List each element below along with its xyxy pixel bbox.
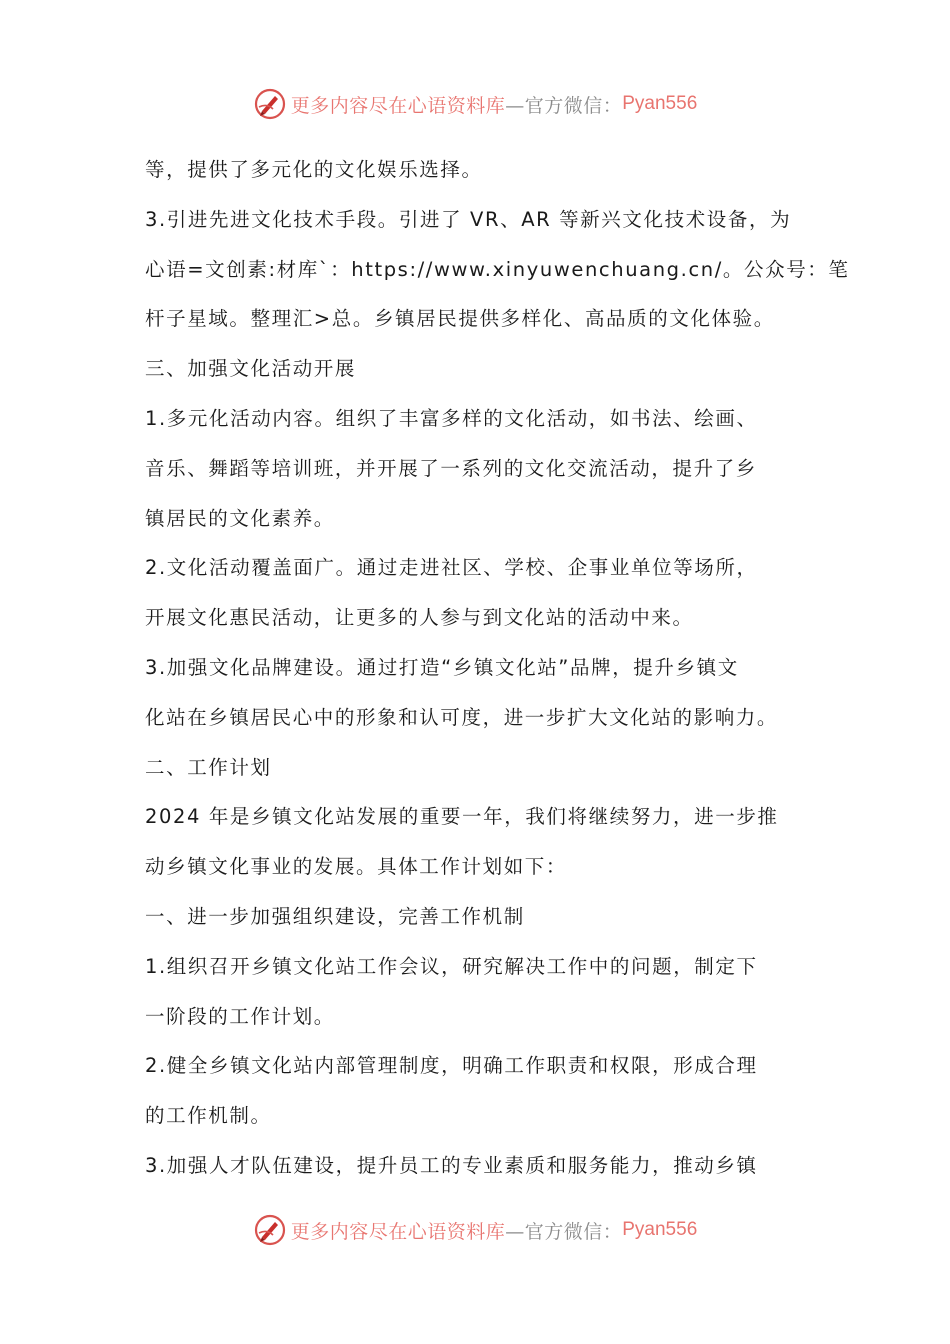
- text-line: 杆子星域。整理汇>总。乡镇居民提供多样化、高品质的文化体验。: [145, 307, 775, 331]
- text-line: 动乡镇文化事业的发展。具体工作计划如下：: [145, 855, 568, 879]
- text-line: 化站在乡镇居民心中的形象和认可度，进一步扩大文化站的影响力。: [145, 705, 779, 729]
- text-line: 开展文化惠民活动，让更多的人参与到文化站的活动中来。: [145, 606, 694, 630]
- text-line: 的工作机制。: [145, 1104, 272, 1128]
- section-heading: 一、进一步加强组织建设，完善工作机制: [145, 904, 525, 928]
- text-line: 3.加强文化品牌建设。通过打造“乡镇文化站”品牌，提升乡镇文: [145, 655, 739, 679]
- section-heading: 三、加强文化活动开展: [145, 357, 357, 381]
- text-line: 1.组织召开乡镇文化站工作会议，研究解决工作中的问题，制定下: [145, 954, 758, 978]
- header-watermark: [0, 82, 950, 126]
- pen-logo-icon: [253, 1213, 287, 1247]
- footer-watermark: [0, 1208, 950, 1252]
- text-line: 2.健全乡镇文化站内部管理制度，明确工作职责和权限，形成合理: [145, 1054, 758, 1078]
- watermark-text-id: Pyan556: [622, 93, 698, 114]
- text-line: 等，提供了多元化的文化娱乐选择。: [145, 158, 483, 181]
- document-body: [145, 145, 850, 1191]
- text-line: 音乐、舞蹈等培训班，并开展了一系列的文化交流活动，提升了乡: [145, 456, 757, 480]
- watermark-text-main: 更多内容尽在心语资料库: [290, 1220, 506, 1243]
- pen-logo-icon: [253, 87, 287, 121]
- text-line: 2024 年是乡镇文化站发展的重要一年，我们将继续努力，进一步推: [145, 805, 779, 829]
- text-line: 2.文化活动覆盖面广。通过走进社区、学校、企事业单位等场所，: [145, 556, 758, 580]
- watermark-text-wechat: —官方微信：: [505, 94, 623, 117]
- watermark-text-wechat: —官方微信：: [505, 1220, 623, 1243]
- text-line: 一阶段的工作计划。: [145, 1004, 335, 1028]
- watermark-text-main: 更多内容尽在心语资料库: [290, 94, 506, 117]
- text-line: 3.引进先进文化技术手段。引进了 VR、AR 等新兴文化技术设备，为: [145, 207, 792, 231]
- text-line: 3.加强人才队伍建设，提升员工的专业素质和服务能力，推动乡镇: [145, 1153, 758, 1177]
- text-line: 1.多元化活动内容。组织了丰富多样的文化活动，如书法、绘画、: [145, 406, 758, 430]
- text-line: 心语=文创素:材库`：https://www.xinyuwenchuang.cn/。公众号：笔: [145, 257, 850, 281]
- section-heading: 二、工作计划: [145, 755, 272, 779]
- text-line: 镇居民的文化素养。: [145, 506, 335, 530]
- watermark-text-id: Pyan556: [622, 1219, 698, 1240]
